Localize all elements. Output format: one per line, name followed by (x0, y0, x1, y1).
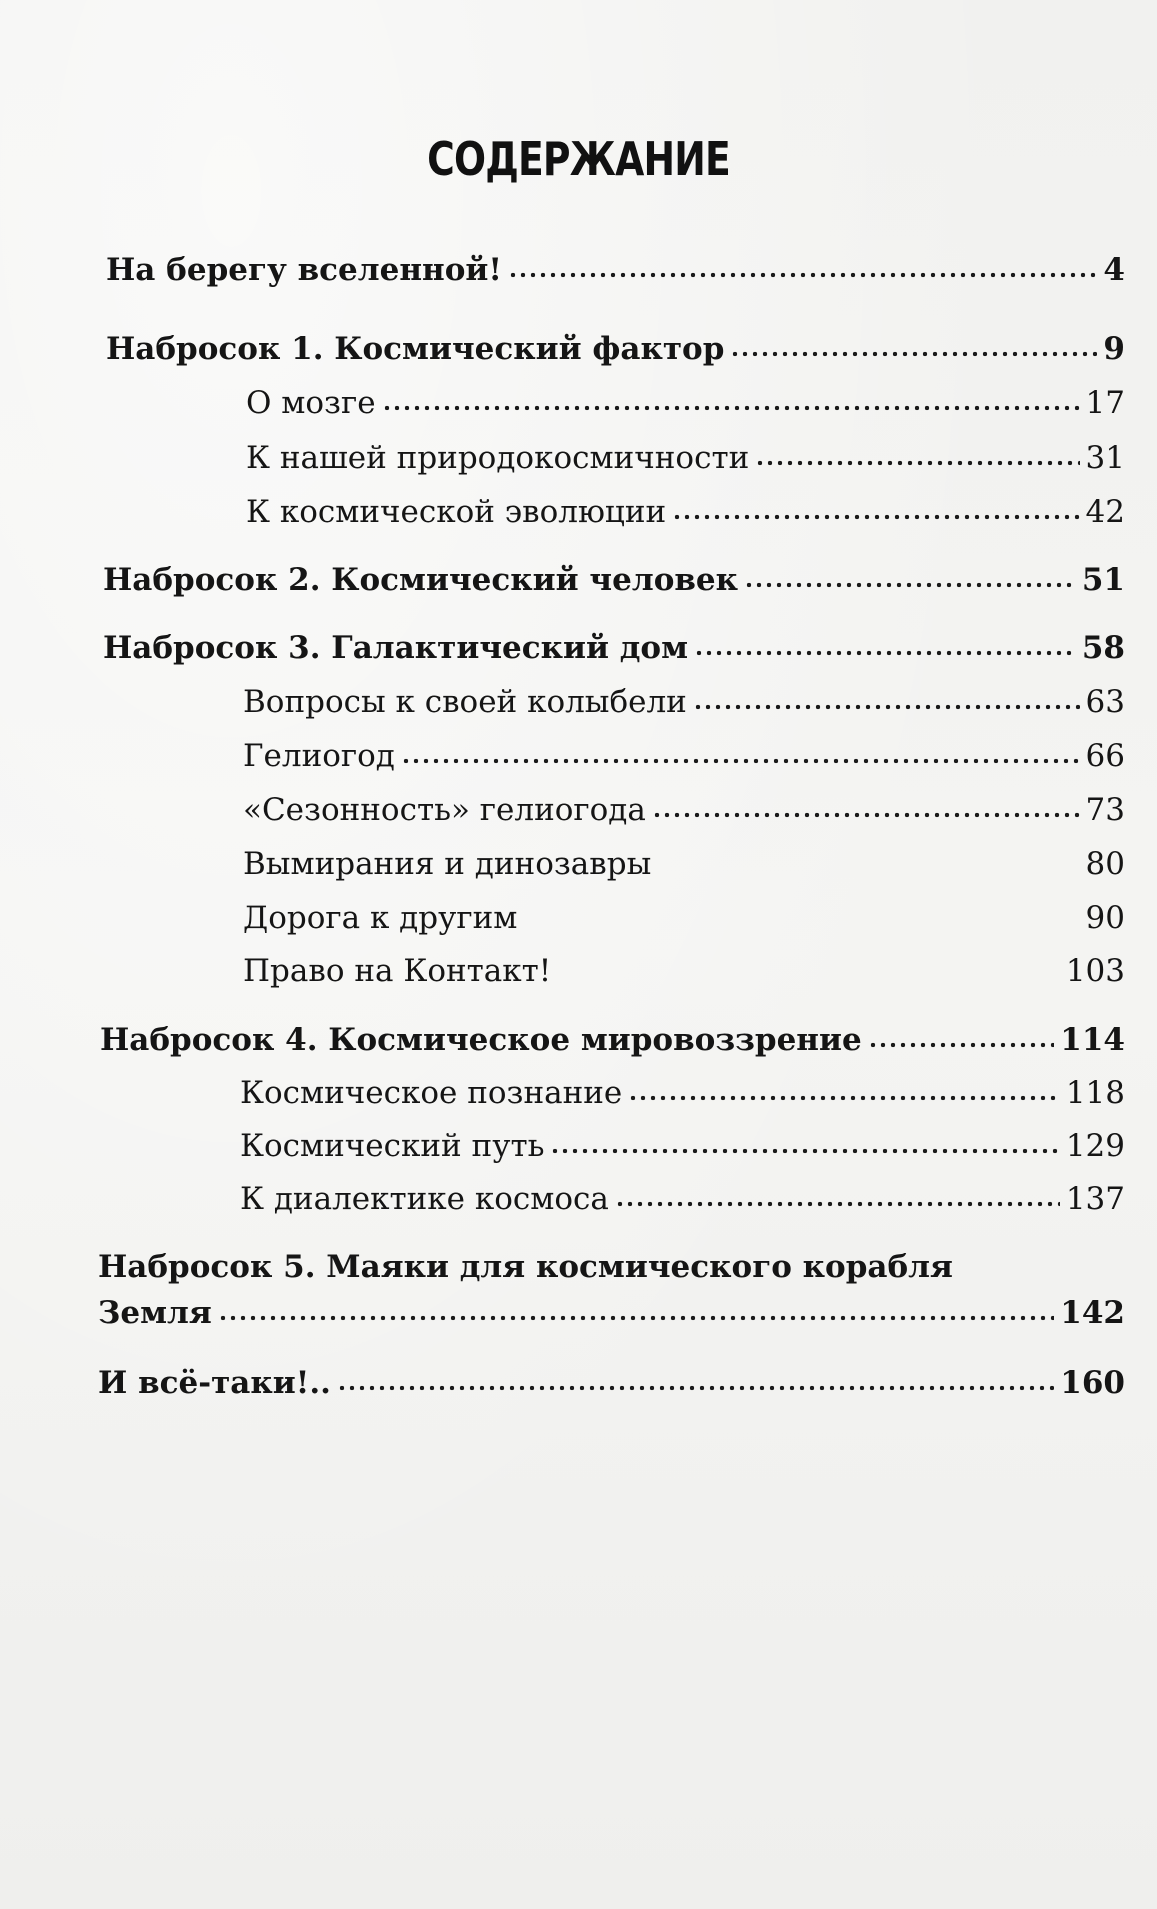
toc-entry-label: К нашей природокосмичности (246, 440, 750, 476)
toc-leader-dots (523, 918, 1079, 928)
toc-entry-page: 4 (1103, 252, 1125, 288)
toc-subentry (243, 792, 1125, 828)
toc-leader-dots (694, 648, 1076, 658)
toc-entry-label: Набросок 2. Космический человек (103, 562, 739, 598)
toc-entry-page: 129 (1065, 1128, 1125, 1164)
toc-subentry (240, 1075, 1125, 1111)
toc-entry-label: На берегу вселенной! (106, 252, 502, 288)
toc-leader-dots (508, 270, 1097, 280)
toc-entry-label: К космической эволюции (246, 494, 667, 530)
toc-entry-label: Космическое познание (240, 1075, 623, 1111)
toc-leader-dots (868, 1040, 1055, 1050)
toc-entry-label: Дорога к другим (243, 900, 518, 936)
toc-entry-page: 73 (1085, 792, 1125, 828)
toc-entry-page: 58 (1081, 630, 1125, 666)
toc-leader-dots (615, 1199, 1060, 1209)
toc-entry-label: Гелиогод (243, 738, 395, 774)
toc-entry-page: 90 (1085, 900, 1125, 936)
toc-entry-label: И всё-таки!.. (98, 1365, 331, 1401)
toc-entry-page: 160 (1060, 1365, 1125, 1401)
toc-entry-label: Набросок 1. Космический фактор (106, 331, 725, 367)
toc-entry-page: 17 (1085, 385, 1125, 421)
toc-entry-label: Право на Контакт! (243, 953, 552, 989)
toc-entry (103, 630, 1125, 666)
toc-subentry (243, 900, 1125, 936)
toc-leader-dots (730, 349, 1097, 359)
toc-entry (100, 1022, 1125, 1058)
toc-subentry (243, 684, 1125, 720)
toc-entry (106, 331, 1125, 367)
toc-entry-page: 137 (1065, 1181, 1125, 1217)
toc-leader-dots (652, 810, 1080, 820)
toc-entry-page: 9 (1103, 331, 1125, 367)
toc-subentry (243, 846, 1125, 882)
toc-leader-dots (337, 1383, 1054, 1393)
toc-entry-label: Земля (98, 1295, 212, 1331)
toc-leader-dots (550, 1146, 1059, 1156)
toc-entry-label: Набросок 3. Галактический дом (103, 630, 689, 666)
toc-leader-dots (744, 580, 1076, 590)
toc-leader-dots (218, 1313, 1055, 1323)
toc-entry-label: Набросок 5. Маяки для космического корабля (98, 1249, 953, 1285)
toc-entry-page: 66 (1085, 738, 1125, 774)
toc-entry-page: 63 (1085, 684, 1125, 720)
toc-subentry (243, 738, 1125, 774)
toc-subentry (240, 1128, 1125, 1164)
toc-entry-page: 51 (1081, 562, 1125, 598)
toc-leader-dots (401, 756, 1080, 766)
toc-subentry (246, 385, 1125, 421)
toc-entry (98, 1365, 1125, 1401)
toc-entry-label: К диалектике космоса (240, 1181, 609, 1217)
page-title: СОДЕРЖАНИЕ (427, 132, 730, 186)
toc-entry-page: 118 (1065, 1075, 1125, 1111)
toc-leader-dots (755, 458, 1079, 468)
toc-subentry (246, 494, 1125, 530)
toc-entry (106, 252, 1125, 288)
toc-subentry (246, 440, 1125, 476)
toc-entry (98, 1295, 1125, 1331)
toc-entry-page: 114 (1060, 1022, 1125, 1058)
toc-entry-label: О мозге (246, 385, 376, 421)
toc-entry-label: «Сезонность» гелиогода (243, 792, 646, 828)
toc-leader-dots (693, 702, 1080, 712)
toc-entry-page: 42 (1085, 494, 1125, 530)
toc-leader-dots (672, 512, 1079, 522)
toc-entry-page: 31 (1085, 440, 1125, 476)
toc-entry-page: 80 (1085, 846, 1125, 882)
toc-entry-label: Вымирания и динозавры (243, 846, 652, 882)
toc-subentry (243, 953, 1125, 989)
toc-leader-dots (657, 864, 1079, 874)
toc-leader-dots (382, 403, 1080, 413)
toc-leader-dots (557, 971, 1060, 981)
toc-entry (103, 562, 1125, 598)
toc-entry-page: 142 (1060, 1295, 1125, 1331)
toc-entry-label: Космический путь (240, 1128, 545, 1164)
toc-leader-dots (628, 1093, 1060, 1103)
toc-entry-page: 103 (1065, 953, 1125, 989)
toc-entry-label: Набросок 4. Космическое мировоззрение (100, 1022, 862, 1058)
toc-entry-label: Вопросы к своей колыбели (243, 684, 687, 720)
toc-subentry (240, 1181, 1125, 1217)
